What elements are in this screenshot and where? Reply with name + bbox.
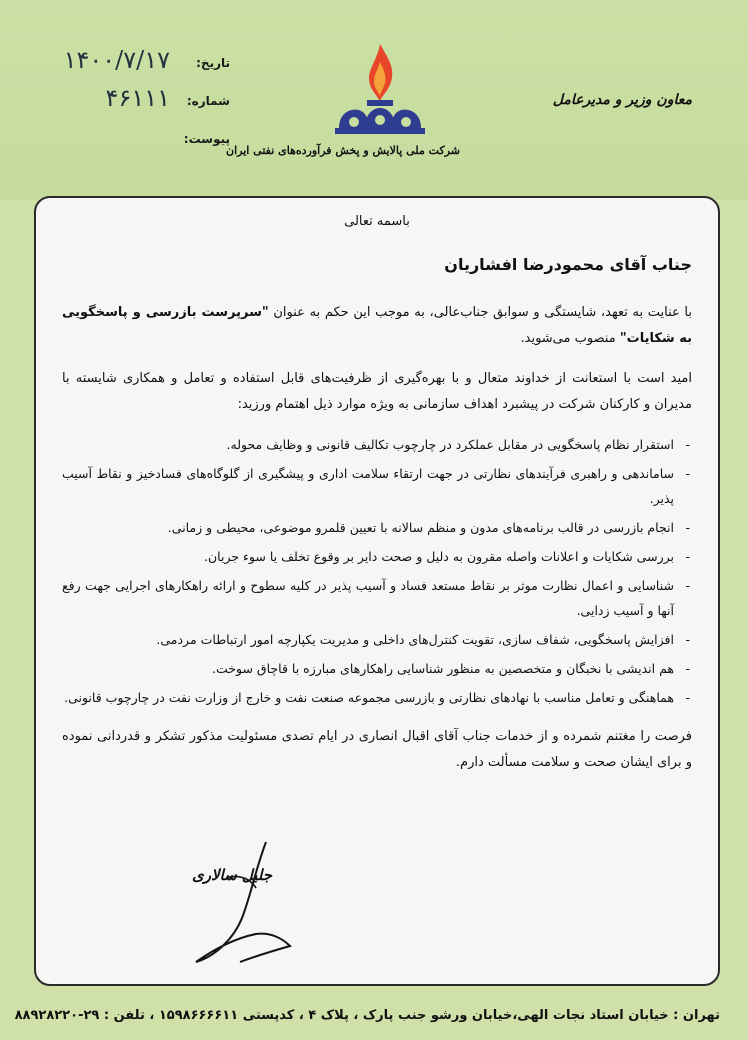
basmala: باسمه تعالی: [344, 214, 410, 229]
footer-address: تهران : خیابان استاد نجات الهی،خیابان ورشو جنب پارک ، پلاک ۴ ، کدپستی ۱۵۹۸۶۶۶۶۱۱ ، تلفن : ۲۹-۸۸۹۲۸۲۲۰: [14, 1008, 720, 1023]
letter-body: [34, 196, 720, 986]
number-label: شماره:: [186, 94, 230, 108]
attachment-label: پیوست:: [183, 132, 230, 146]
list-item: - استقرار نظام پاسخگویی در مقابل عملکرد در چارچوب تکالیف قانونی و وظایف محوله.: [62, 432, 692, 457]
list-item: - ساماندهی و راهبری فرآیندهای نظارتی در جهت ارتقاء سلامت اداری و پیشگیری از گلوگاه‌های فسادخیز و نقاط آسیب پذیر.: [62, 461, 692, 511]
duties-list: [62, 432, 692, 710]
letterhead: [0, 0, 748, 200]
list-item: - بررسی شکایات و اعلانات واصله مقرون به دلیل و صحت دایر بر وقوع تخلف یا سوء جریان.: [62, 544, 692, 569]
appointed-text: منصوب می‌شوید.: [520, 331, 616, 346]
closing-paragraph: فرصت را مغتنم شمرده و از خدمات جناب آقای اقبال انصاری در ایام تصدی مسئولیت مذکور تشکر و قدردانی نموده و برای ایشان صحت و سلامت مسألت دارم.: [62, 729, 692, 770]
meta-attachment-row: [20, 128, 230, 166]
list-item: - شناسایی و اعمال نظارت موثر بر نقاط مستعد فساد و آسیب پذیر در کلیه سطوح و ارائه راهکارهای اجرایی جهت رفع آنها و آسیب زدایی.: [62, 573, 692, 623]
intro-text: با عنایت به تعهد، شایستگی و سوابق جناب‌عالی، به موجب این حکم به عنوان: [273, 305, 692, 320]
flame-logo-icon: [325, 40, 435, 140]
date-label: تاریخ:: [196, 56, 230, 70]
list-item: - افزایش پاسخگویی، شفاف سازی، تقویت کنترل‌های داخلی و مدیریت یکپارچه امور ارتباطات مردمی.: [62, 627, 692, 652]
list-item: - انجام بازرسی در قالب برنامه‌های مدون و منظم سالانه با تعیین قلمرو موضوعی، محیطی و زمانی.: [62, 515, 692, 540]
company-logo: [226, 40, 460, 180]
signature-icon: [186, 838, 296, 968]
number-value: ۴۶۱۱۱: [105, 84, 170, 112]
deputy-title: معاون وزیر و مدیرعامل: [552, 92, 692, 108]
company-name: شرکت ملی پالایش و پخش فرآورده‌های نفتی ایران: [226, 144, 460, 157]
meta-number-row: [20, 84, 230, 128]
date-value: ۱۴۰۰/۷/۱۷: [63, 46, 170, 74]
letter-content: [62, 206, 692, 776]
position-title: "سرپرست بازرسی و پاسخگویی به شکایات": [62, 305, 692, 346]
hope-paragraph: امید است با استعانت از خداوند متعال و با بهره‌گیری از ظرفیت‌های قابل استفاده و تعامل و همکاری شایسته با مدیران و کارکنان شرکت در پیشبرد اهداف سازمانی به ویژه موارد ذیل اهتمام ورزید:: [62, 371, 692, 412]
list-item: - هماهنگی و تعامل مناسب با نهادهای نظارتی و بازرسی مجموعه صنعت نفت و خارج از وزارت نفت در چارچوب قانونی.: [62, 685, 692, 710]
signatory-name: جلیل سالاری: [192, 866, 273, 884]
letter-meta: [20, 46, 230, 166]
list-item: - هم اندیشی با نخبگان و متخصصین به منظور شناسایی راهکارهای مبارزه با قاچاق سوخت.: [62, 656, 692, 681]
intro-paragraph: [62, 300, 692, 352]
addressee: جناب آقای محمودرضا افشاریان: [444, 255, 692, 274]
